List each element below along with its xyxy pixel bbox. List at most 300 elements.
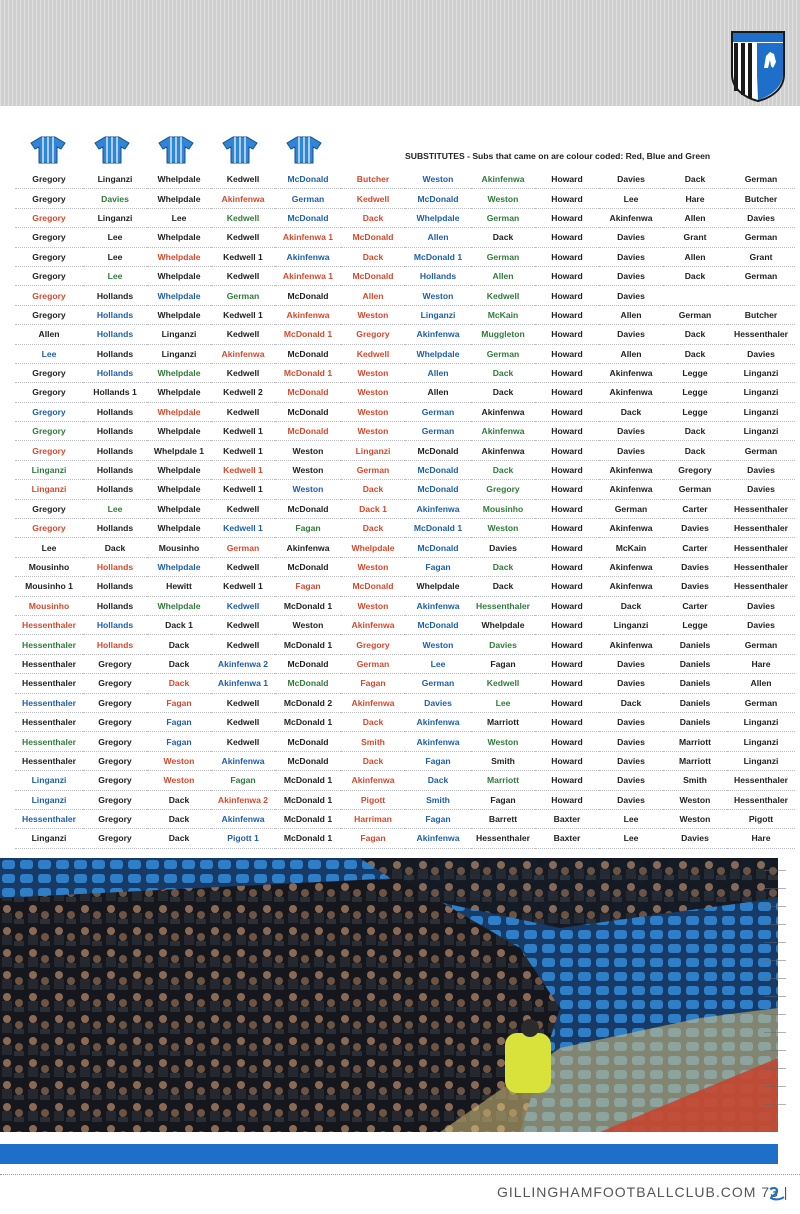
player-cell: Smith	[405, 790, 471, 809]
player-cell: Lee	[83, 266, 147, 285]
player-cell: McDonald 1	[275, 829, 341, 848]
player-cell: Whelpdale	[147, 596, 211, 615]
player-cell: Hessenthaler	[727, 557, 795, 576]
player-cell: Kedwell	[341, 344, 405, 363]
player-cell: Legge	[663, 363, 727, 382]
player-cell: Gregory	[15, 286, 83, 305]
player-cell: Whelpdale	[147, 266, 211, 285]
player-cell: Davies	[727, 208, 795, 227]
player-cell: Hollands	[83, 519, 147, 538]
player-cell: McDonald 1	[275, 596, 341, 615]
lineup-row	[15, 228, 795, 247]
player-cell: Kedwell	[341, 189, 405, 208]
player-cell: Davies	[599, 325, 663, 344]
player-cell: Linganzi	[83, 208, 147, 227]
player-cell: McDonald 1	[275, 363, 341, 382]
player-cell: McDonald	[275, 344, 341, 363]
player-cell: Marriott	[471, 712, 535, 731]
player-cell: Gregory	[15, 499, 83, 518]
player-cell: McDonald	[275, 499, 341, 518]
player-cell: Gregory	[15, 305, 83, 324]
player-cell: McDonald	[341, 228, 405, 247]
player-cell: Akinfenwa	[599, 635, 663, 654]
gillingham-crest-icon	[730, 30, 786, 102]
player-cell: Howard	[535, 383, 599, 402]
player-cell: Dack	[663, 441, 727, 460]
player-cell: Harriman	[341, 809, 405, 828]
player-cell: Grant	[727, 247, 795, 266]
player-cell: Whelpdale	[147, 189, 211, 208]
player-cell: Lee	[471, 693, 535, 712]
player-cell: Whelpdale	[147, 305, 211, 324]
player-cell: Linganzi	[727, 732, 795, 751]
player-cell: German	[663, 480, 727, 499]
player-cell: Gregory	[83, 693, 147, 712]
player-cell: Dack	[471, 228, 535, 247]
player-cell: McDonald 1	[405, 247, 471, 266]
player-cell: Allen	[727, 674, 795, 693]
player-cell: Lee	[599, 809, 663, 828]
football-shirt-icon	[222, 136, 258, 164]
player-cell: Marriott	[663, 751, 727, 770]
player-cell: Lee	[83, 499, 147, 518]
player-cell: German	[471, 208, 535, 227]
lineup-row	[15, 693, 795, 712]
player-cell: Allen	[471, 266, 535, 285]
player-cell: Howard	[535, 170, 599, 189]
player-cell: Linganzi	[727, 751, 795, 770]
player-cell: Allen	[663, 247, 727, 266]
player-cell: Kedwell 1	[211, 422, 275, 441]
player-cell: Howard	[535, 712, 599, 731]
player-cell: Dack	[147, 654, 211, 673]
player-cell: Davies	[727, 344, 795, 363]
player-cell: Howard	[535, 286, 599, 305]
player-cell: Gregory	[83, 790, 147, 809]
player-cell: Howard	[535, 519, 599, 538]
player-cell: Daniels	[663, 635, 727, 654]
player-cell: Kedwell 2	[211, 383, 275, 402]
player-cell: Akinfenwa	[471, 422, 535, 441]
lineup-row	[15, 208, 795, 227]
player-cell: Whelpdale	[147, 480, 211, 499]
player-cell: Akinfenwa	[405, 325, 471, 344]
player-cell: Davies	[471, 538, 535, 557]
player-cell: Kedwell 1	[211, 305, 275, 324]
player-cell: Gregory	[83, 712, 147, 731]
player-cell: Whelpdale	[147, 170, 211, 189]
player-cell: Akinfenwa	[599, 557, 663, 576]
player-cell: McDonald	[275, 402, 341, 421]
player-cell: Gregory	[15, 441, 83, 460]
player-cell: Allen	[405, 383, 471, 402]
player-cell: Gregory	[341, 635, 405, 654]
player-cell: Lee	[599, 189, 663, 208]
player-cell: Akinfenwa	[471, 170, 535, 189]
player-cell: Howard	[535, 596, 599, 615]
player-cell: Daniels	[663, 654, 727, 673]
player-cell: Weston	[341, 363, 405, 382]
player-cell: Whelpdale	[405, 208, 471, 227]
player-cell: Akinfenwa	[211, 344, 275, 363]
player-cell: McDonald	[275, 654, 341, 673]
player-cell: Kedwell 1	[211, 460, 275, 479]
player-cell: Marriott	[663, 732, 727, 751]
player-cell: Dack	[599, 596, 663, 615]
header-band	[0, 0, 800, 106]
player-cell: Smith	[663, 771, 727, 790]
lineup-row	[15, 383, 795, 402]
player-cell: Akinfenwa	[341, 771, 405, 790]
player-cell: Dack	[83, 538, 147, 557]
player-cell: Linganzi	[15, 480, 83, 499]
player-cell: Gregory	[341, 325, 405, 344]
player-cell: Weston	[275, 441, 341, 460]
player-cell: Hessenthaler	[727, 519, 795, 538]
lineup-row	[15, 305, 795, 324]
player-cell: Whelpdale	[341, 538, 405, 557]
player-cell: Dack	[341, 751, 405, 770]
player-cell: McDonald	[405, 460, 471, 479]
player-cell: German	[727, 635, 795, 654]
player-cell: Howard	[535, 305, 599, 324]
player-cell: Howard	[535, 635, 599, 654]
player-cell: Linganzi	[147, 344, 211, 363]
player-cell: Dack	[663, 344, 727, 363]
player-cell: German	[599, 499, 663, 518]
player-cell: Whelpdale	[147, 422, 211, 441]
player-cell: Lee	[83, 228, 147, 247]
player-cell: Davies	[599, 771, 663, 790]
lineup-row	[15, 615, 795, 634]
player-cell: Hollands	[83, 363, 147, 382]
player-cell: Kedwell	[471, 286, 535, 305]
player-cell: Weston	[341, 402, 405, 421]
lineup-row	[15, 577, 795, 596]
player-cell: Kedwell	[471, 674, 535, 693]
player-cell: Howard	[535, 615, 599, 634]
player-cell: Gregory	[15, 189, 83, 208]
player-cell: McDonald	[275, 732, 341, 751]
player-cell: Dack	[663, 266, 727, 285]
player-cell: German	[727, 170, 795, 189]
player-cell: Whelpdale	[405, 577, 471, 596]
player-cell: Weston	[275, 460, 341, 479]
player-cell: Whelpdale	[147, 363, 211, 382]
player-cell: Gregory	[15, 247, 83, 266]
player-cell: Weston	[275, 480, 341, 499]
player-cell: McDonald	[341, 266, 405, 285]
player-cell: Kedwell	[211, 693, 275, 712]
player-cell: Hollands	[83, 577, 147, 596]
player-cell: Linganzi	[15, 460, 83, 479]
lineup-row	[15, 654, 795, 673]
player-cell: McDonald	[275, 557, 341, 576]
player-cell: Hessenthaler	[15, 809, 83, 828]
player-cell: Howard	[535, 460, 599, 479]
player-cell: Kedwell 1	[211, 441, 275, 460]
player-cell: Weston	[341, 557, 405, 576]
player-cell: Hollands	[405, 266, 471, 285]
player-cell: Allen	[405, 228, 471, 247]
lineup-row	[15, 712, 795, 731]
player-cell: Linganzi	[15, 790, 83, 809]
lineup-row	[15, 790, 795, 809]
lineups-body	[15, 170, 795, 848]
player-cell: McDonald	[275, 751, 341, 770]
player-cell: Akinfenwa	[341, 693, 405, 712]
player-cell: Gregory	[15, 519, 83, 538]
player-cell: McKain	[599, 538, 663, 557]
player-cell: Weston	[275, 615, 341, 634]
player-cell: Akinfenwa	[275, 247, 341, 266]
player-cell: Lee	[83, 247, 147, 266]
player-cell: Dack	[405, 771, 471, 790]
player-cell: Linganzi	[599, 615, 663, 634]
player-cell: Gregory	[83, 809, 147, 828]
player-cell: Howard	[535, 422, 599, 441]
player-cell: Linganzi	[15, 829, 83, 848]
player-cell: Howard	[535, 480, 599, 499]
player-cell: Howard	[535, 344, 599, 363]
player-cell: Howard	[535, 674, 599, 693]
player-cell: Akinfenwa	[275, 538, 341, 557]
player-cell: Davies	[471, 635, 535, 654]
player-cell: McDonald	[405, 615, 471, 634]
player-cell: Hewitt	[147, 577, 211, 596]
player-cell: Akinfenwa	[599, 460, 663, 479]
player-cell: Linganzi	[727, 712, 795, 731]
player-cell: Whelpdale	[147, 519, 211, 538]
player-cell: Akinfenwa	[405, 829, 471, 848]
substitutes-note: SUBSTITUTES - Subs that came on are colour coded: Red, Blue and Green	[405, 151, 711, 161]
player-cell: Pigott	[341, 790, 405, 809]
footer-blue-band	[0, 1144, 778, 1164]
player-cell: Hollands	[83, 615, 147, 634]
player-cell: Weston	[471, 732, 535, 751]
player-cell: Gregory	[83, 674, 147, 693]
player-cell: Butcher	[727, 189, 795, 208]
player-cell: Baxter	[535, 829, 599, 848]
player-cell: Gregory	[15, 266, 83, 285]
player-cell: Hollands	[83, 480, 147, 499]
player-cell: Legge	[663, 402, 727, 421]
player-cell: Kedwell	[211, 228, 275, 247]
lineup-row	[15, 674, 795, 693]
lineup-row	[15, 771, 795, 790]
player-cell: Linganzi	[727, 363, 795, 382]
player-cell: Fagan	[275, 519, 341, 538]
player-cell: Hessenthaler	[727, 790, 795, 809]
player-cell: Davies	[599, 266, 663, 285]
player-cell: Dack	[341, 519, 405, 538]
player-cell: Linganzi	[15, 771, 83, 790]
player-cell: Lee	[599, 829, 663, 848]
player-cell: Gregory	[663, 460, 727, 479]
player-cell: Mousinho 1	[15, 577, 83, 596]
player-cell: Howard	[535, 751, 599, 770]
player-cell: Howard	[535, 771, 599, 790]
lineup-row	[15, 422, 795, 441]
player-cell: McDonald 2	[275, 693, 341, 712]
player-cell: Fagan	[471, 654, 535, 673]
player-cell: Kedwell	[211, 732, 275, 751]
player-cell: Hessenthaler	[15, 693, 83, 712]
player-cell: Akinfenwa 2	[211, 790, 275, 809]
player-cell: Gregory	[15, 363, 83, 382]
player-cell: Whelpdale	[147, 402, 211, 421]
player-cell: Hollands	[83, 422, 147, 441]
player-cell: Kedwell	[211, 170, 275, 189]
player-cell: Hollands	[83, 596, 147, 615]
player-cell: Carter	[663, 596, 727, 615]
player-cell: Davies	[599, 170, 663, 189]
football-shirt-icon	[286, 136, 322, 164]
player-cell: Fagan	[275, 577, 341, 596]
football-shirt-icon	[158, 136, 194, 164]
player-cell: Davies	[727, 615, 795, 634]
player-cell: McDonald 1	[275, 790, 341, 809]
lineup-row	[15, 538, 795, 557]
player-cell: Legge	[663, 615, 727, 634]
player-cell: McDonald	[405, 480, 471, 499]
player-cell: Akinfenwa	[599, 519, 663, 538]
player-cell: Hollands	[83, 460, 147, 479]
player-cell: German	[341, 654, 405, 673]
player-cell: Fagan	[405, 809, 471, 828]
player-cell: Davies	[599, 286, 663, 305]
player-cell: Allen	[405, 363, 471, 382]
player-cell: Akinfenwa	[471, 402, 535, 421]
player-cell: Whelpdale	[147, 286, 211, 305]
player-cell: Butcher	[341, 170, 405, 189]
player-cell: McDonald	[405, 441, 471, 460]
lineup-row	[15, 344, 795, 363]
footer-divider	[0, 1174, 800, 1176]
player-cell: Howard	[535, 402, 599, 421]
player-cell: Dack	[341, 247, 405, 266]
player-cell: Kedwell 1	[211, 247, 275, 266]
player-cell: Akinfenwa	[599, 363, 663, 382]
player-cell: German	[341, 460, 405, 479]
player-cell: Howard	[535, 325, 599, 344]
player-cell: Weston	[663, 809, 727, 828]
player-cell: Hessenthaler	[15, 751, 83, 770]
player-cell: McDonald	[275, 286, 341, 305]
player-cell: Akinfenwa	[405, 712, 471, 731]
player-cell: German	[405, 422, 471, 441]
player-cell: Kedwell	[211, 557, 275, 576]
lineup-row	[15, 480, 795, 499]
player-cell: Howard	[535, 732, 599, 751]
player-cell: Gregory	[83, 654, 147, 673]
player-cell: Carter	[663, 499, 727, 518]
lineup-row	[15, 441, 795, 460]
player-cell: McDonald 1	[275, 635, 341, 654]
player-cell: Howard	[535, 266, 599, 285]
player-cell: Fagan	[341, 674, 405, 693]
player-cell: McDonald	[275, 674, 341, 693]
player-cell: Hessenthaler	[471, 829, 535, 848]
player-cell: Howard	[535, 654, 599, 673]
player-cell: Dack	[599, 693, 663, 712]
player-cell: Dack	[147, 809, 211, 828]
lineup-row	[15, 809, 795, 828]
player-cell: Kedwell 1	[211, 577, 275, 596]
player-cell: German	[211, 286, 275, 305]
player-cell: Kedwell	[211, 499, 275, 518]
player-cell: Davies	[599, 247, 663, 266]
player-cell: Hessenthaler	[15, 615, 83, 634]
player-cell: Akinfenwa	[405, 732, 471, 751]
player-cell: German	[471, 344, 535, 363]
player-cell: Hessenthaler	[15, 635, 83, 654]
player-cell: Howard	[535, 693, 599, 712]
player-cell: Daniels	[663, 693, 727, 712]
player-cell: Allen	[15, 325, 83, 344]
player-cell: Whelpdale 1	[147, 441, 211, 460]
player-cell: Dack	[147, 635, 211, 654]
lineup-row	[15, 363, 795, 382]
player-cell: Gregory	[471, 480, 535, 499]
player-cell: Akinfenwa	[599, 480, 663, 499]
player-cell: McDonald	[275, 208, 341, 227]
player-cell: McDonald 1	[275, 712, 341, 731]
player-cell: German	[727, 266, 795, 285]
player-cell: Kedwell	[211, 208, 275, 227]
player-cell: Akinfenwa	[599, 577, 663, 596]
player-cell: Kedwell	[211, 596, 275, 615]
player-cell: Linganzi	[405, 305, 471, 324]
player-cell: Weston	[405, 635, 471, 654]
player-cell: Akinfenwa	[275, 305, 341, 324]
lineup-row	[15, 247, 795, 266]
player-cell: Linganzi	[727, 383, 795, 402]
player-cell: Grant	[663, 228, 727, 247]
player-cell: Dack	[471, 383, 535, 402]
footer-separator: |	[783, 1184, 789, 1200]
decorative-dots	[764, 870, 786, 1120]
player-cell: Hollands	[83, 441, 147, 460]
football-shirt-icon	[30, 136, 66, 164]
player-cell: Whelpdale	[471, 615, 535, 634]
player-cell: Lee	[15, 344, 83, 363]
player-cell: Akinfenwa 1	[211, 674, 275, 693]
player-cell: Mousinho	[147, 538, 211, 557]
player-cell: Allen	[341, 286, 405, 305]
lineup-row	[15, 596, 795, 615]
player-cell: Howard	[535, 189, 599, 208]
player-cell: Hollands	[83, 325, 147, 344]
player-cell: Davies	[727, 596, 795, 615]
player-cell: Allen	[599, 344, 663, 363]
player-cell: Muggleton	[471, 325, 535, 344]
player-cell: McDonald 1	[275, 809, 341, 828]
player-cell: Hare	[663, 189, 727, 208]
player-cell: Akinfenwa	[471, 441, 535, 460]
player-cell: Hessenthaler	[727, 538, 795, 557]
player-cell: German	[405, 674, 471, 693]
player-cell: Fagan	[471, 790, 535, 809]
player-cell: German	[663, 305, 727, 324]
player-cell: Akinfenwa	[405, 596, 471, 615]
player-cell: Lee	[405, 654, 471, 673]
player-cell: Davies	[663, 557, 727, 576]
player-cell: Hare	[727, 654, 795, 673]
player-cell: Weston	[147, 771, 211, 790]
player-cell: Akinfenwa	[211, 189, 275, 208]
player-cell: McDonald	[341, 577, 405, 596]
